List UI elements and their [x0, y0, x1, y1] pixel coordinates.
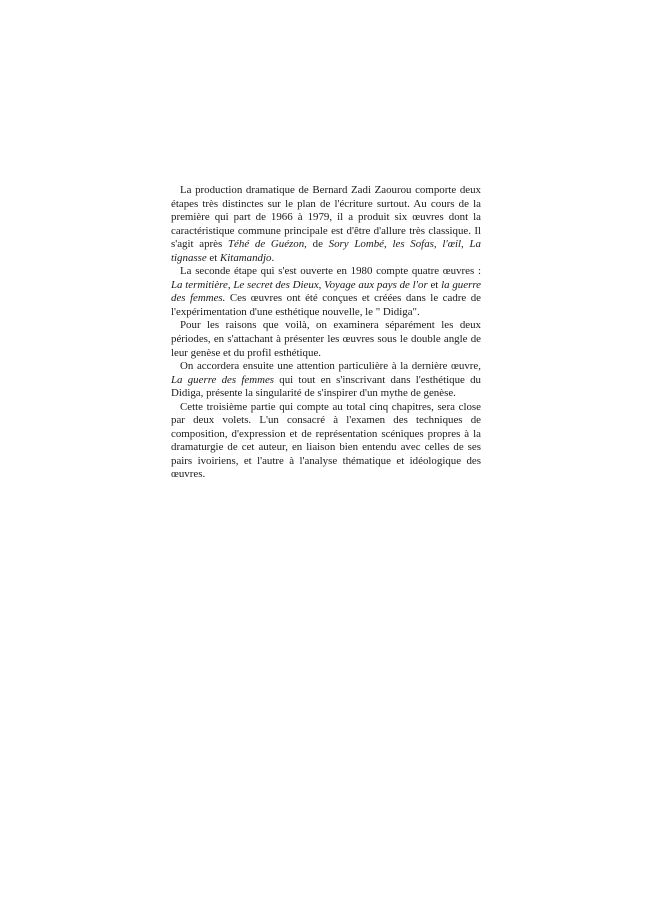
title-la-guerre-des-femmes: La guerre des femmes	[171, 373, 275, 386]
text-run: ,	[227, 278, 234, 291]
title-le-secret-des-dieux: Le secret des Dieux	[233, 278, 319, 291]
paragraph-5	[171, 401, 481, 482]
text-run: Ces œuvres ont été conçues et créées dans le cadre de l'expérimentation d'une esthétique nouvelle, le " Didiga".	[171, 292, 482, 318]
paragraph-2	[171, 265, 481, 319]
text-run: et	[206, 251, 221, 264]
title-les-sofas: les Sofas	[392, 238, 434, 251]
title-voyage-aux-pays-de-lor: Voyage aux pays de l'or	[324, 278, 428, 291]
text-run: et	[427, 278, 442, 291]
title-kitamandjo: Kitamandjo	[220, 251, 272, 264]
text-run: .	[271, 251, 275, 264]
title-sory-lombe: Sory Lombé	[328, 238, 384, 251]
text-run: On accordera ensuite une attention particulière à la dernière œuvre,	[180, 360, 481, 373]
text-run: Cette troisième partie qui compte au total cinq chapitres, sera close par deux volets. L'un consacré à l'examen des techniques de composition, d'expression et de représentation scéniques propres à la dramaturgie de cet auteur, en liaison bien entendu avec celles de ses pairs ivoiriens, et l'autre à l'analyse thématique et idéologique des œuvres.	[171, 400, 481, 481]
text-run: , de	[304, 238, 329, 251]
text-run: ,	[383, 238, 393, 251]
paragraph-1	[171, 184, 481, 265]
text-run: La seconde étape qui s'est ouverte en 1980 compte quatre œuvres :	[180, 265, 481, 278]
paragraph-3	[171, 319, 481, 360]
body-text	[171, 184, 481, 482]
text-run: La production dramatique de Bernard Zadi Zaourou comporte deux étapes très distinctes sur le plan de l'écriture surtout. Au cours de la première qui part de 1966 à 1979, il a produit six œuvres dont la caractéristique commune principale est d'être d'allure très classique. Il s'agit après	[171, 184, 481, 251]
title-loeil-la-tignasse: l'œil, La tignasse	[171, 238, 481, 264]
paragraph-4	[171, 360, 481, 401]
title-tehe-de-guezon: Téhé de Guézon	[227, 238, 305, 251]
title-la-termitiere: La termitière	[171, 278, 228, 291]
text-run: ,	[318, 278, 325, 291]
text-run: qui tout en s'inscrivant dans l'esthétique du Didiga, présente la singularité de s'inspirer d'un mythe de genèse.	[171, 373, 481, 400]
text-run: ,	[433, 238, 443, 251]
text-run: Pour les raisons que voilà, on examinera séparément les deux périodes, en s'attachant à présenter les œuvres sous le double angle de leur genèse et du profil esthétique.	[171, 319, 481, 359]
title-la-guerre-des-femmes: la guerre des femmes.	[171, 278, 481, 305]
